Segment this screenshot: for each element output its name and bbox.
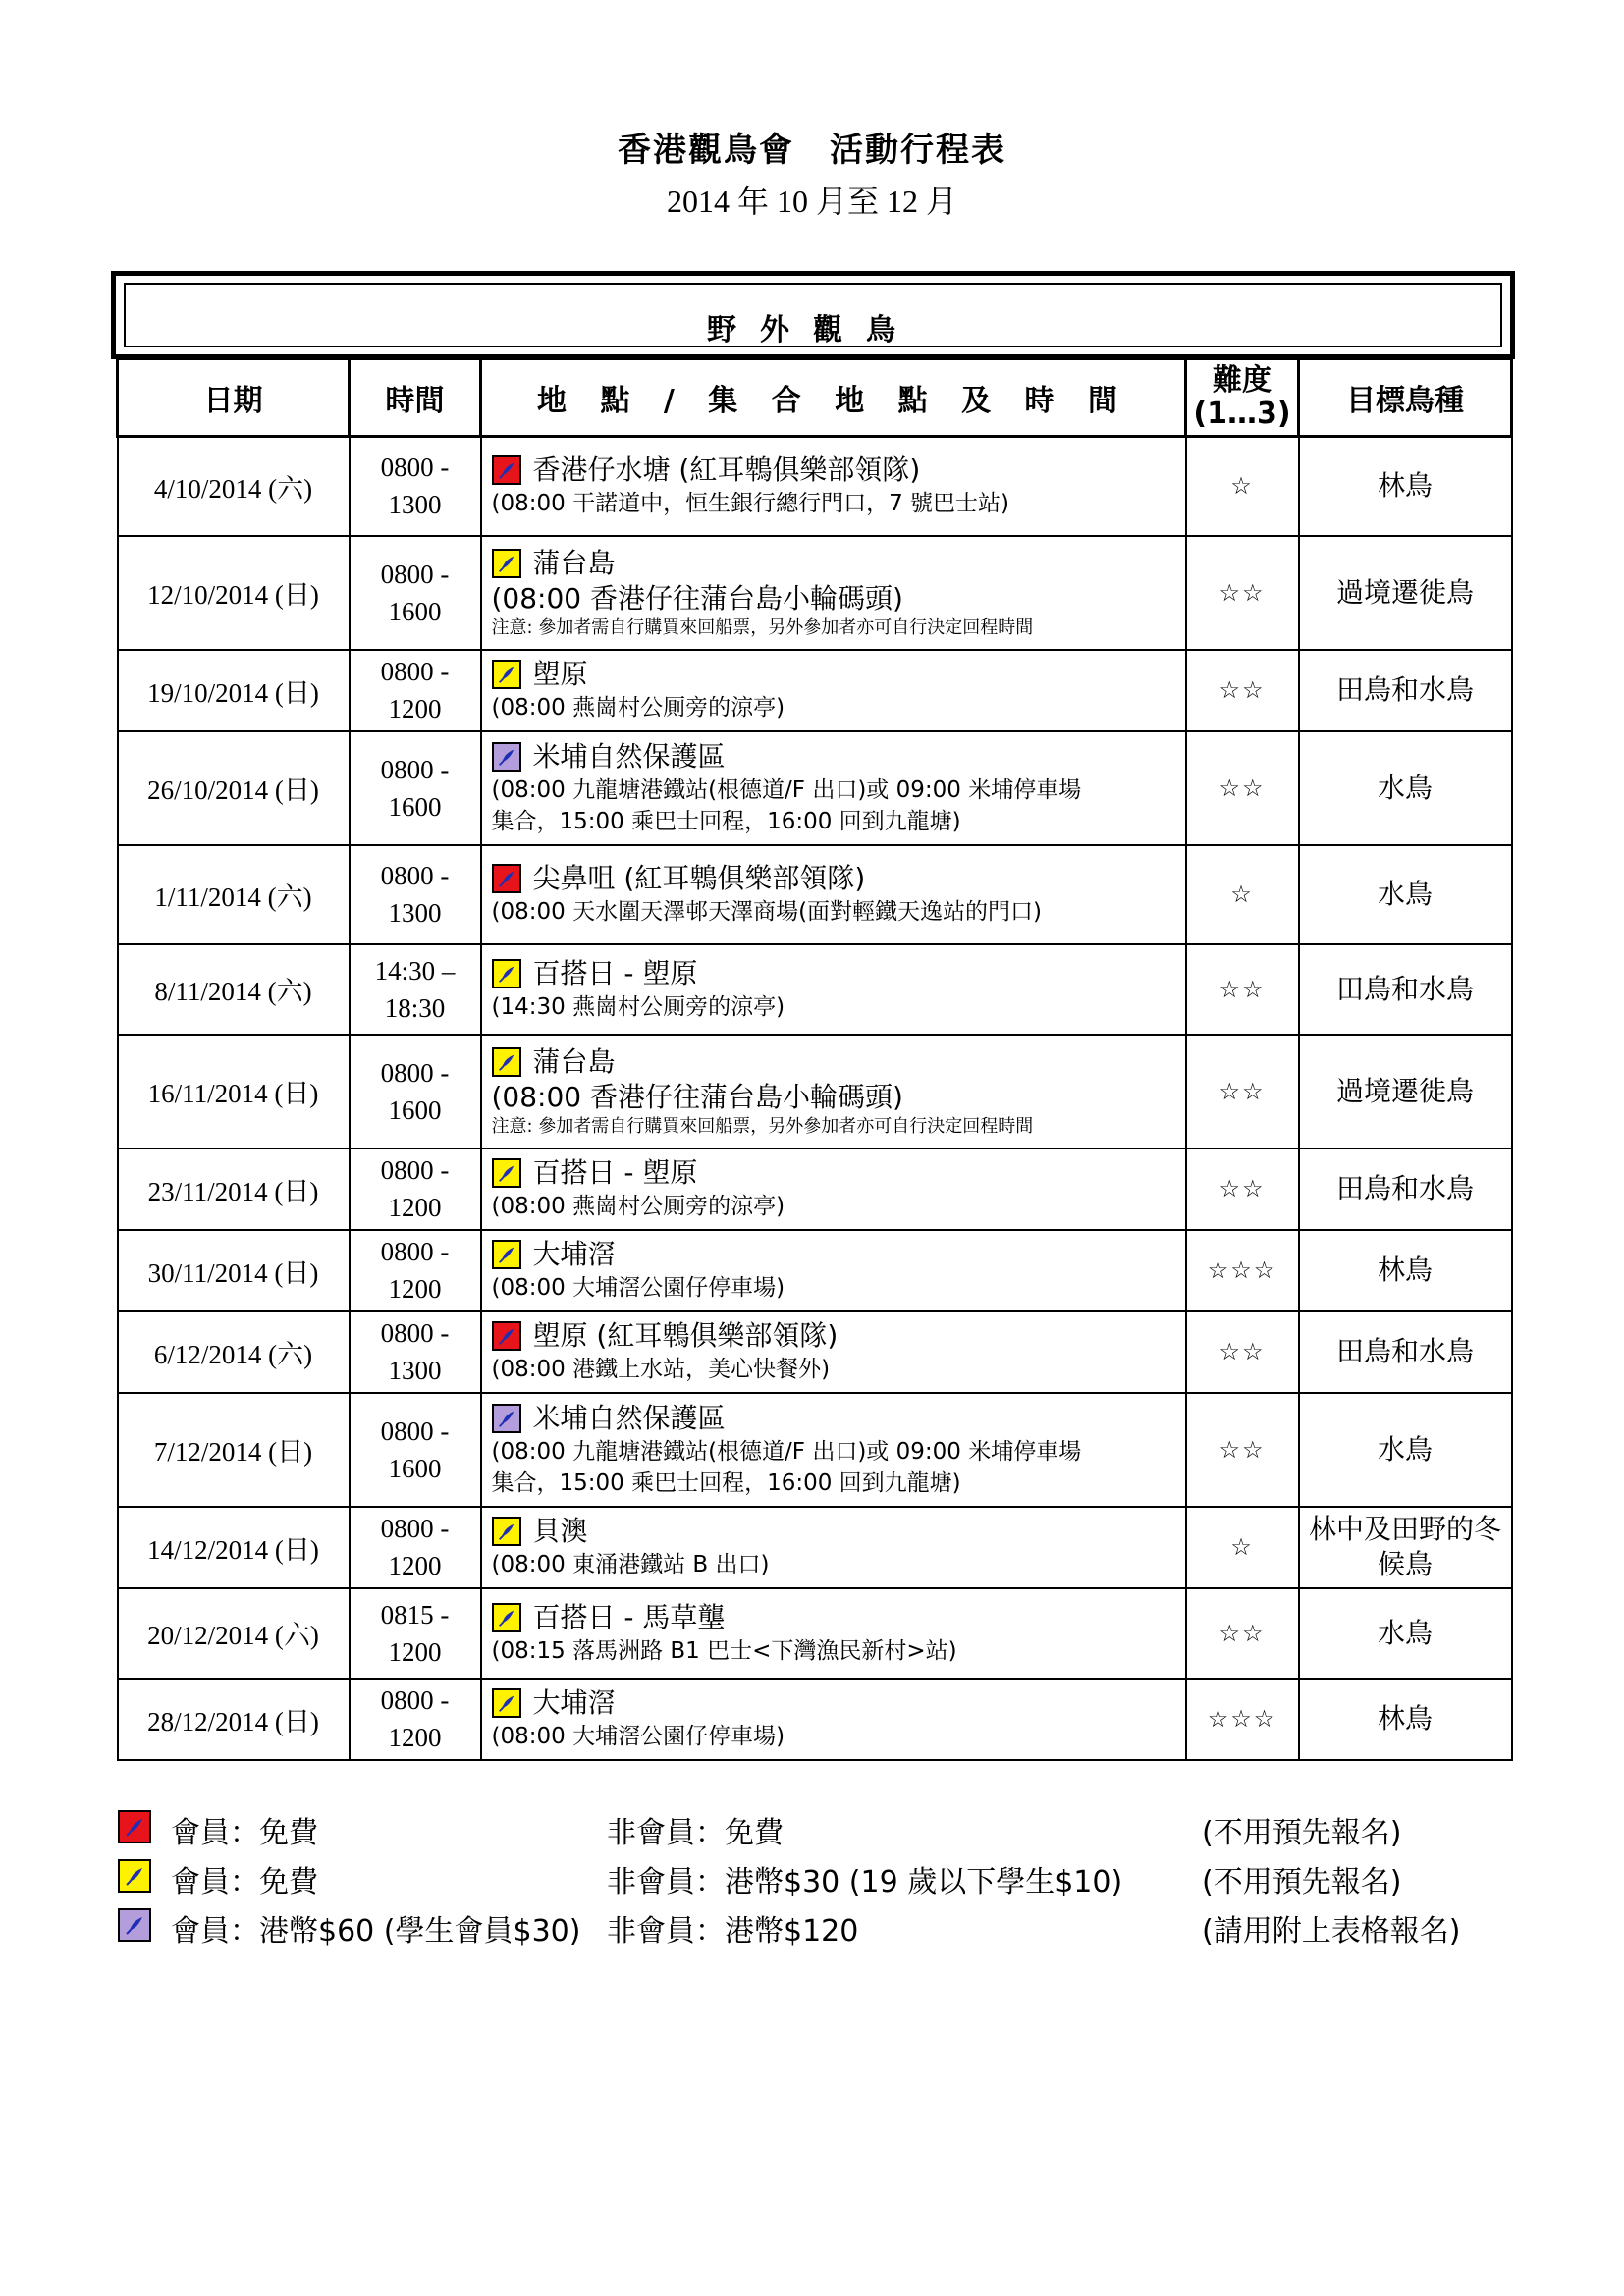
meeting-point: (08:00 燕崗村公厠旁的涼亭) [491,1194,785,1219]
meeting-point: (08:00 大埔滘公園仔停車場) [491,1724,785,1749]
time-end: 1200 [388,1274,442,1304]
nonmember-fee: 非會員：免費 [607,1816,784,1850]
nonmember-fee: 非會員：港幣$30 (19 歲以下學生$10) [607,1865,1123,1899]
place-name: 貝澳 [532,1515,588,1547]
org-name: 香港觀鳥會 [618,131,794,170]
time-end: 1300 [388,898,442,928]
time-cell [350,1148,481,1230]
place-name: 塱原 [532,658,588,690]
target-birds: 過境遷徙鳥 [1299,536,1512,650]
date-cell: 7/12/2014 (日) [118,1393,350,1507]
bird-icon [496,1607,517,1629]
table-row [118,731,1512,845]
time-start: 0800 - [380,559,450,589]
fee-badge-yellow [492,1158,521,1188]
time-cell [350,731,481,845]
time-start: 0800 - [380,1318,450,1348]
time-cell [350,650,481,731]
meeting-point-cont: 集合，15:00 乘巴士回程，16:00 回到九龍塘) [491,1469,961,1496]
meeting-point: (08:00 燕崗村公厠旁的涼亭) [491,695,785,721]
legend-badge-yellow [118,1859,151,1893]
location-cell [481,1679,1186,1760]
bird-icon [123,1815,146,1839]
difficulty-rating: ☆☆☆ [1186,1679,1299,1760]
place-name: 大埔滘 [532,1686,616,1719]
date-cell: 28/12/2014 (日) [118,1679,350,1760]
time-start: 0800 - [380,1514,450,1543]
meeting-point: (08:00 干諾道中，恒生銀行總行門口，7 號巴士站) [491,491,1009,517]
meeting-point: (08:00 香港仔往蒲台島小輪碼頭) [491,1080,903,1113]
time-cell [350,1507,481,1588]
trip-note: 注意: 參加者需自行購買來回船票，另外參加者亦可自行決定回程時間 [491,1115,1034,1137]
time-start: 0800 - [380,657,450,686]
time-end: 1600 [388,791,442,822]
table-row [118,1311,1512,1393]
target-birds: 林鳥 [1299,1230,1512,1311]
location-cell [481,731,1186,845]
col-time-header: 時間 [350,359,481,437]
date-cell: 12/10/2014 (日) [118,536,350,650]
table-row [118,1507,1512,1588]
meeting-point: (08:00 東涌港鐵站 B 出口) [491,1552,770,1577]
bird-icon [496,1692,517,1714]
member-fee: 會員：免費 [171,1816,318,1850]
location-cell [481,536,1186,650]
date-cell: 4/10/2014 (六) [118,437,350,536]
difficulty-rating: ☆ [1186,437,1299,536]
date-cell: 19/10/2014 (日) [118,650,350,731]
difficulty-rating: ☆☆ [1186,536,1299,650]
location-cell [481,1588,1186,1679]
bird-icon [123,1913,146,1937]
table-row [118,1230,1512,1311]
fee-badge-red [492,1321,521,1351]
section-title: 野外觀鳥 [707,313,919,347]
date-cell: 20/12/2014 (六) [118,1588,350,1679]
target-birds: 田鳥和水鳥 [1299,1148,1512,1230]
time-cell [350,1393,481,1507]
time-cell [350,1230,481,1311]
time-end: 1200 [388,1636,442,1667]
fee-badge-yellow [492,1603,521,1632]
table-row [118,437,1512,536]
bird-icon [496,1325,517,1347]
target-birds: 水鳥 [1299,845,1512,944]
place-name: 大埔滘 [532,1238,616,1270]
doc-name: 活動行程表 [830,131,1006,170]
place-name: 蒲台島 [532,1044,616,1078]
member-fee: 會員：港幣$60 (學生會員$30) [171,1914,581,1949]
table-row [118,650,1512,731]
fee-badge-yellow [492,549,521,578]
legend-badge-red [118,1810,151,1843]
date-cell: 23/11/2014 (日) [118,1148,350,1230]
time-cell [350,944,481,1035]
fee-badge-yellow [492,959,521,988]
location-cell [481,650,1186,731]
page-title [0,123,1624,171]
difficulty-rating: ☆☆ [1186,1035,1299,1148]
time-end: 1300 [388,490,442,520]
bird-icon [496,1162,517,1184]
time-start: 14:30 – [374,955,456,986]
time-cell [350,437,481,536]
place-name: 百搭日 - 馬草壟 [532,1600,726,1633]
member-fee: 會員：免費 [171,1865,318,1899]
time-end: 1300 [388,1356,442,1385]
date-cell: 8/11/2014 (六) [118,944,350,1035]
time-cell [350,1035,481,1148]
place-name: 百搭日 - 塱原 [532,1156,698,1189]
time-start: 0800 - [380,861,450,890]
trip-note: 注意: 參加者需自行購買來回船票，另外參加者亦可自行決定回程時間 [491,616,1034,638]
col-location-header: 地 點 / 集 合 地 點 及 時 間 [481,359,1186,437]
time-start: 0800 - [380,1057,450,1088]
fee-badge-purple [492,742,521,772]
time-start: 0800 - [380,1415,450,1446]
target-birds: 田鳥和水鳥 [1299,650,1512,731]
difficulty-rating: ☆☆ [1186,1148,1299,1230]
time-cell [350,1311,481,1393]
time-start: 0815 - [380,1599,450,1629]
fee-badge-yellow [492,1047,521,1077]
difficulty-rating: ☆☆☆ [1186,1230,1299,1311]
difficulty-rating: ☆ [1186,1507,1299,1588]
nonmember-fee: 非會員：港幣$120 [607,1914,859,1949]
time-end: 1600 [388,1095,442,1125]
table-row [118,1148,1512,1230]
meeting-point: (08:00 九龍塘港鐵站(根德道/F 出口)或 09:00 米埔停車場 [491,1438,1082,1465]
table-row [118,1679,1512,1760]
date-cell: 1/11/2014 (六) [118,845,350,944]
fee-badge-purple [492,1404,521,1433]
time-start: 0800 - [380,1155,450,1185]
place-name: 百搭日 - 塱原 [532,956,698,989]
col-date-header: 日期 [118,359,350,437]
meeting-point: (08:00 大埔滘公園仔停車場) [491,1275,785,1301]
col-difficulty-header [1186,359,1299,437]
location-cell [481,944,1186,1035]
legend-row [116,1902,1510,1951]
place-name: 蒲台島 [532,546,616,579]
fee-badge-yellow [492,1517,521,1546]
registration-note: (請用附上表格報名) [1202,1914,1461,1949]
time-start: 0800 - [380,754,450,784]
table-row [118,1588,1512,1679]
target-birds: 林中及田野的冬候鳥 [1299,1507,1512,1588]
target-birds: 水鳥 [1299,731,1512,845]
location-cell [481,1393,1186,1507]
fee-badge-yellow [492,1240,521,1269]
place-name: 塱原 (紅耳鵯俱樂部領隊) [532,1319,839,1352]
bird-icon [496,868,517,889]
table-row [118,944,1512,1035]
target-birds: 過境遷徙鳥 [1299,1035,1512,1148]
time-end: 1600 [388,1453,442,1483]
time-cell [350,536,481,650]
fee-badge-red [492,455,521,485]
difficulty-rating: ☆☆ [1186,650,1299,731]
meeting-point: (08:15 落馬洲路 B1 巴士<下灣漁民新村>站) [491,1637,957,1664]
meeting-point: (14:30 燕崗村公厠旁的涼亭) [491,993,785,1020]
difficulty-rating: ☆☆ [1186,944,1299,1035]
bird-icon [496,1521,517,1542]
bird-icon [496,1051,517,1073]
target-birds: 林鳥 [1299,1679,1512,1760]
difficulty-rating: ☆ [1186,845,1299,944]
time-end: 1200 [388,1723,442,1752]
time-start: 0800 - [380,1685,450,1715]
bird-icon [496,553,517,574]
bird-icon [496,963,517,985]
fee-badge-yellow [492,660,521,689]
date-cell: 26/10/2014 (日) [118,731,350,845]
date-cell: 6/12/2014 (六) [118,1311,350,1393]
schedule-table [116,357,1513,1761]
location-cell [481,1507,1186,1588]
section-header-box [111,271,1515,359]
target-birds: 林鳥 [1299,437,1512,536]
time-end: 1200 [388,1551,442,1580]
table-header-row [118,359,1512,437]
registration-note: (不用預先報名) [1202,1816,1402,1850]
time-end: 1200 [388,1193,442,1222]
place-name: 米埔自然保護區 [532,1401,726,1434]
table-row [118,1393,1512,1507]
difficulty-rating: ☆☆ [1186,731,1299,845]
target-birds: 水鳥 [1299,1588,1512,1679]
place-name: 米埔自然保護區 [532,739,726,773]
date-cell: 30/11/2014 (日) [118,1230,350,1311]
registration-note: (不用預先報名) [1202,1865,1402,1899]
time-end: 1200 [388,694,442,723]
time-cell [350,845,481,944]
meeting-point: (08:00 港鐵上水站，美心快餐外) [491,1357,831,1382]
location-cell [481,437,1186,536]
time-start: 0800 - [380,1237,450,1266]
target-birds: 水鳥 [1299,1393,1512,1507]
period-subtitle: 2014 年 10 月至 12 月 [666,184,957,219]
table-row [118,536,1512,650]
place-name: 香港仔水塘 (紅耳鵯俱樂部領隊) [532,454,921,487]
location-cell [481,845,1186,944]
legend-row [116,1853,1510,1902]
bird-icon [123,1864,146,1888]
difficulty-rating: ☆☆ [1186,1588,1299,1679]
bird-icon [496,1244,517,1265]
meeting-point: (08:00 天水圍天澤邨天澤商場(面對輕鐵天逸站的門口) [491,899,1043,925]
meeting-point-cont: 集合，15:00 乘巴士回程，16:00 回到九龍塘) [491,808,961,834]
difficulty-header-line1: 難度 [1213,363,1272,398]
target-birds: 田鳥和水鳥 [1299,1311,1512,1393]
target-birds: 田鳥和水鳥 [1299,944,1512,1035]
table-row [118,1035,1512,1148]
fee-badge-yellow [492,1688,521,1718]
date-cell: 16/11/2014 (日) [118,1035,350,1148]
fee-badge-red [492,864,521,893]
difficulty-rating: ☆☆ [1186,1393,1299,1507]
location-cell [481,1311,1186,1393]
location-cell [481,1148,1186,1230]
location-cell [481,1230,1186,1311]
time-end: 1600 [388,596,442,626]
time-end: 18:30 [384,992,446,1023]
location-cell [481,1035,1186,1148]
bird-icon [496,459,517,481]
difficulty-rating: ☆☆ [1186,1311,1299,1393]
legend-row [116,1804,1510,1853]
time-start: 0800 - [380,453,450,483]
date-cell: 14/12/2014 (日) [118,1507,350,1588]
difficulty-header-line2: (1…3) [1193,397,1291,431]
meeting-point: (08:00 香港仔往蒲台島小輪碼頭) [491,581,903,614]
bird-icon [496,746,517,768]
bird-icon [496,1408,517,1429]
meeting-point: (08:00 九龍塘港鐵站(根德道/F 出口)或 09:00 米埔停車場 [491,776,1082,803]
place-name: 尖鼻咀 (紅耳鵯俱樂部領隊) [532,862,866,894]
table-row [118,845,1512,944]
time-cell [350,1588,481,1679]
time-cell [350,1679,481,1760]
legend-badge-purple [118,1908,151,1942]
bird-icon [496,664,517,685]
col-target-header: 目標鳥種 [1299,359,1512,437]
